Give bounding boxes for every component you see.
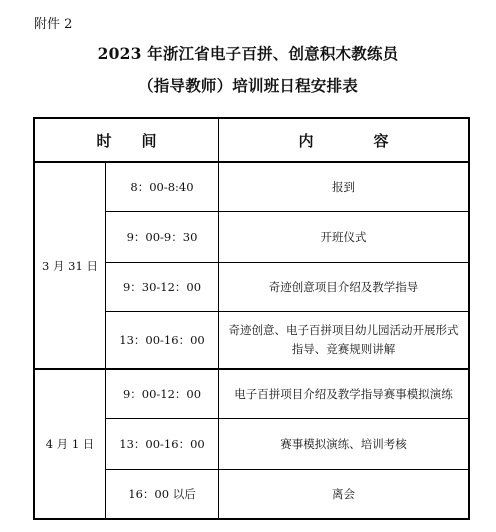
time-cell: 8：00-8:40 bbox=[106, 162, 219, 212]
header-time: 时 间 bbox=[34, 118, 219, 162]
time-cell: 9：30-12：00 bbox=[106, 263, 219, 312]
content-text: 奇迹创意、电子百拼项目幼儿园活动开展形式指导、竞赛规则讲解 bbox=[228, 323, 459, 356]
time-cell: 9：00-12：00 bbox=[106, 369, 219, 419]
content-cell: 奇迹创意项目介绍及教学指导 bbox=[219, 263, 470, 312]
table-row bbox=[34, 369, 469, 419]
content-cell: 赛事模拟演练、培训考核 bbox=[219, 419, 470, 470]
content-cell: 离会 bbox=[219, 470, 470, 520]
table-row bbox=[34, 162, 469, 212]
time-cell: 9：00-9：30 bbox=[106, 212, 219, 263]
attachment-label: 附件 2 bbox=[34, 17, 73, 32]
time-cell: 16：00 以后 bbox=[106, 470, 219, 520]
content-cell: 报到 bbox=[219, 162, 470, 212]
time-cell: 13：00-16：00 bbox=[106, 312, 219, 370]
schedule-table bbox=[33, 117, 470, 520]
date-cell: 4 月 1 日 bbox=[34, 369, 106, 519]
time-cell: 13：00-16：00 bbox=[106, 419, 219, 470]
table-header-row bbox=[34, 118, 469, 162]
document-title-line1: 2023 年浙江省电子百拼、创意积木教练员 bbox=[97, 44, 399, 63]
content-cell: 电子百拼项目介绍及教学指导赛事模拟演练 bbox=[219, 369, 470, 419]
document-title-line2: （指导教师）培训班日程安排表 bbox=[138, 76, 358, 95]
content-cell: 开班仪式 bbox=[219, 212, 470, 263]
date-cell: 3 月 31 日 bbox=[34, 162, 106, 369]
content-cell bbox=[219, 312, 470, 370]
header-content: 内 容 bbox=[219, 118, 470, 162]
